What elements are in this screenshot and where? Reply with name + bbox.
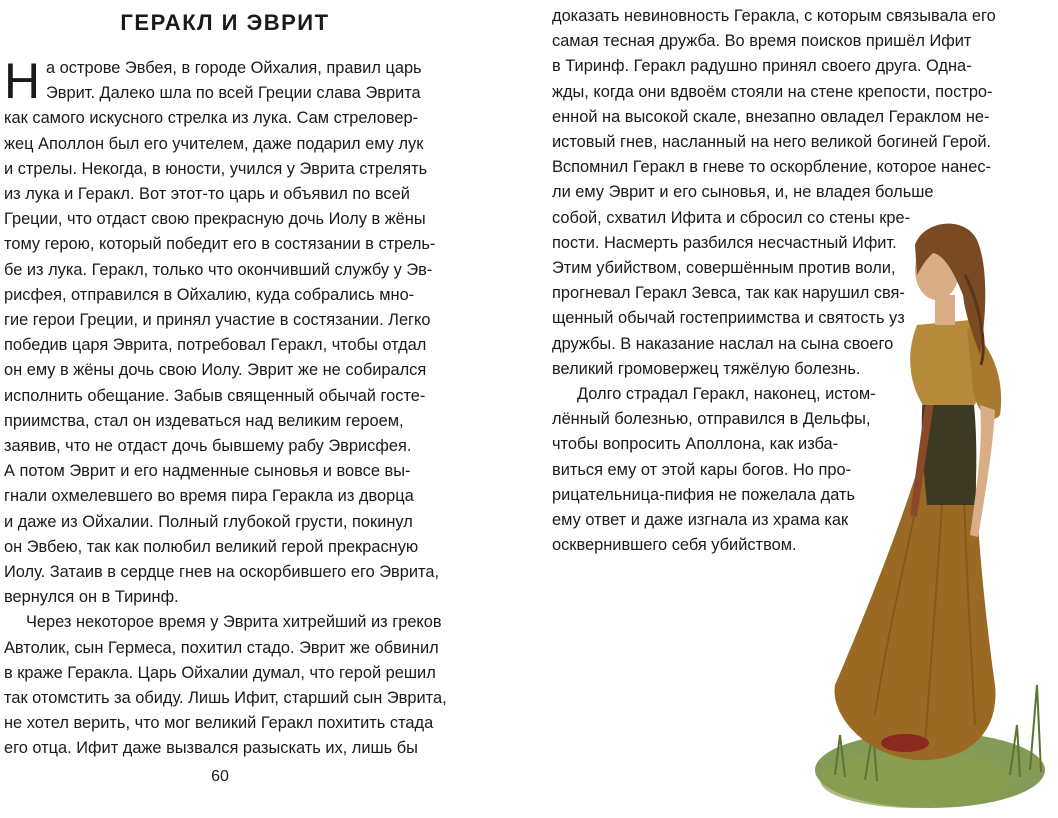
text-line: гнали охмелевшего во время пира Геракла из дворца bbox=[4, 487, 414, 506]
text-line: Долго страдал Геракл, наконец, истом- bbox=[577, 385, 876, 403]
right-page bbox=[525, 0, 1058, 818]
text-line: Автолик, сын Гермеса, похитил стадо. Эврит же обвинил bbox=[4, 638, 439, 657]
text-line: и стрелы. Некогда, в юности, учился у Эврита стрелять bbox=[4, 159, 428, 178]
text-line: рицательница-пифия не пожелала дать bbox=[552, 485, 856, 504]
text-line: Через некоторое время у Эврита хитрейший из греков bbox=[26, 613, 442, 632]
text-line: вернулся он в Тиринф. bbox=[4, 588, 179, 607]
text-line: приимства, стал он издеваться над великим героем, bbox=[4, 411, 404, 430]
text-line: А потом Эврит и его надменные сыновья и вовсе вы- bbox=[4, 462, 411, 481]
text-line: его отца. Ифит даже вызвался разыскать их, лишь бы bbox=[4, 739, 418, 758]
text-line: прогневал Геракл Зевса, так как нарушил свя- bbox=[552, 284, 905, 303]
text-line: исполнить обещание. Забыв священный обычай госте- bbox=[4, 386, 426, 405]
text-line: жец Аполлон был его учителем, даже подарил ему лук bbox=[4, 134, 424, 153]
text-line: истовый гнев, насланный на него великой богиней Герой. bbox=[552, 133, 992, 151]
text-line: и даже из Ойхалии. Полный глубокой грусти, покинул bbox=[4, 512, 413, 531]
text-line: Этим убийством, совершённым против воли, bbox=[552, 259, 896, 277]
text-line: щенный обычай гостеприимства и святость уз bbox=[552, 309, 905, 328]
text-line: рисфея, отправился в Ойхалию, куда собрались мно- bbox=[4, 285, 415, 304]
text-line: а острове Эвбея, в городе Ойхалия, правил царь bbox=[46, 59, 422, 77]
text-line: собой, схватил Ифита и сбросил со стены кре- bbox=[552, 208, 911, 227]
text-line: Иолу. Затаив в сердце гнев на оскорбившего его Эврита, bbox=[4, 563, 440, 581]
text-line: жды, когда они вдвоём стояли на стене крепости, постро- bbox=[552, 82, 993, 101]
text-line: дружбы. В наказание наслал на сына своего bbox=[552, 334, 894, 353]
text-line: лённый болезнью, отправился в Дельфы, bbox=[552, 410, 871, 429]
text-line: гие герои Греции, и принял участие в состязании. Легко bbox=[4, 311, 431, 329]
text-line: заявив, что не отдаст дочь бывшему рабу Эврисфея. bbox=[4, 437, 412, 455]
text-line: великий громовержец тяжёлую болезнь. bbox=[552, 359, 861, 378]
page-number: 60 bbox=[211, 768, 229, 785]
left-page bbox=[0, 0, 525, 818]
text-line: енной на высокой скале, внезапно овладел Гераклом не- bbox=[552, 107, 990, 126]
text-line: в Тиринф. Геракл радушно принял своего друга. Одна- bbox=[552, 57, 972, 76]
text-line: победив царя Эврита, потребовал Геракл, чтобы отдал bbox=[4, 336, 427, 355]
text-line: он ему в жёны дочь свою Иолу. Эврит же не собирался bbox=[4, 361, 427, 380]
text-line: так отомстить за обиду. Лишь Ифит, старший сын Эврита, bbox=[4, 689, 447, 707]
text-line: он Эвбею, так как полюбил великий герой прекрасную bbox=[4, 537, 419, 556]
chapter-title: ГЕРАКЛ И ЭВРИТ bbox=[120, 10, 330, 35]
text-line: Вспомнил Геракл в гневе то оскорбление, которое нанес- bbox=[552, 158, 992, 177]
text-line: Эврит. Далеко шла по всей Греции слава Эврита bbox=[46, 84, 421, 103]
text-line: самая тесная дружба. Во время поисков пришёл Ифит bbox=[552, 32, 972, 51]
text-line: как самого искусного стрелка из лука. Сам стреловер- bbox=[4, 109, 419, 128]
drop-cap: Н bbox=[4, 53, 41, 109]
text-line: Греции, что отдаст свою прекрасную дочь Иолу в жёны bbox=[4, 210, 426, 229]
woman-illustration bbox=[805, 215, 1058, 818]
text-line: из лука и Геракл. Вот этот-то царь и объявил по всей bbox=[4, 185, 410, 203]
text-line: осквернившего себя убийством. bbox=[552, 536, 797, 555]
text-line: ли ему Эврит и его сыновья, и, не владея больше bbox=[552, 183, 934, 202]
text-line: чтобы вопросить Аполлона, как изба- bbox=[552, 435, 839, 454]
text-line: виться ему от этой кары богов. Но про- bbox=[552, 460, 852, 479]
text-line: доказать невиновность Геракла, с которым связывала его bbox=[552, 7, 996, 25]
text-line: в краже Геракла. Царь Ойхалии думал, что герой решил bbox=[4, 663, 436, 682]
text-line: тому герою, который победит его в состязании в стрель- bbox=[4, 235, 436, 254]
text-line: ему ответ и даже изгнала из храма как bbox=[552, 511, 849, 529]
text-line: бе из лука. Геракл, только что окончивший службу у Эв- bbox=[4, 260, 433, 279]
text-line: не хотел верить, что мог великий Геракл похитить стада bbox=[4, 714, 434, 733]
text-line: пости. Насмерть разбился несчастный Ифит. bbox=[552, 233, 897, 252]
